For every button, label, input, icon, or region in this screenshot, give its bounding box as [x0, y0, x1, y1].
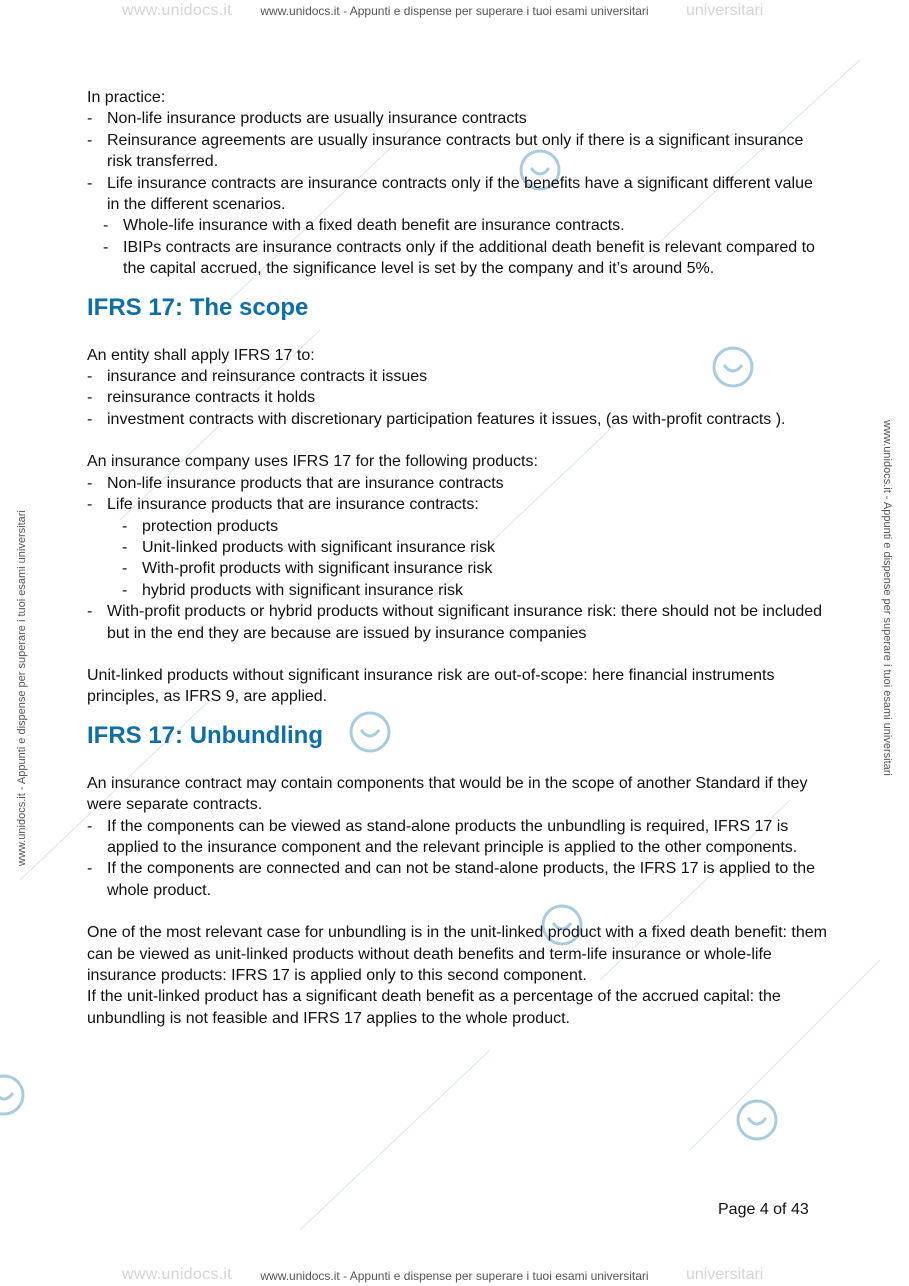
section-heading-unbundling: IFRS 17: Unbundling [87, 721, 323, 749]
intro-sublist [87, 215, 827, 279]
list-item: - insurance and reinsurance contracts it issues [87, 366, 827, 387]
unbundling-paragraph-1: One of the most relevant case for unbundling is in the unit-linked product with a fixed death benefit: them can be viewed as unit-linked products without death benefits and term-life insurance or whole-life insurance products: IFRS 17 is applied only to this second component. [87, 924, 827, 984]
watermark-top: www.unidocs.it - Appunti e dispense per superare i tuoi esami universitari [260, 4, 649, 18]
watermark-side-left: www.unidocs.it - Appunti e dispense per superare i tuoi esami universitari [16, 510, 28, 866]
scope-list-2 [87, 473, 827, 516]
list-item: - Life insurance products that are insurance contracts: [87, 494, 827, 515]
watermark-bottom: www.unidocs.it - Appunti e dispense per superare i tuoi esami universitari [260, 1269, 649, 1283]
watermark-ghost-right-top: universitari [686, 2, 764, 19]
list-item: - Unit-linked products with significant insurance risk [87, 537, 827, 558]
list-item: - investment contracts with discretionary participation features it issues, (as with-profit contracts ). [87, 409, 827, 430]
section-heading-scope: IFRS 17: The scope [87, 293, 309, 321]
list-item: - Whole-life insurance with a fixed death benefit are insurance contracts. [87, 215, 827, 236]
intro-section [87, 87, 827, 280]
list-item: - hybrid products with significant insurance risk [87, 580, 827, 601]
watermark-ghost-left-bottom: www.unidocs.it [122, 1266, 233, 1283]
list-item: - reinsurance contracts it holds [87, 387, 827, 408]
list-item: - IBIPs contracts are insurance contracts only if the additional death benefit is relevant compared to the capital accrued, the significance level is set by the company and it’s around 5%. [87, 237, 827, 280]
unbundling-list [87, 816, 827, 902]
scope-lead-2: An insurance company uses IFRS 17 for the following products: [87, 453, 538, 471]
list-item: - If the components can be viewed as stand-alone products the unbundling is required, IFRS 17 is applied to the insurance component and the relevant principle is applied to the other components. [87, 816, 827, 859]
list-item: - With-profit products with significant insurance risk [87, 558, 827, 579]
list-item: - protection products [87, 516, 827, 537]
watermark-ghost-right-bottom: universitari [686, 1266, 764, 1283]
watermark-ghost-left-top: www.unidocs.it [122, 2, 233, 19]
list-item: - With-profit products or hybrid products without significant insurance risk: there should not be included but in the end they are because are issued by insurance companies [87, 601, 827, 644]
scope-sublist [87, 516, 827, 602]
list-item: - Life insurance contracts are insurance contracts only if the benefits have a significant different value in the different scenarios. [87, 173, 827, 216]
document-body [87, 87, 827, 1029]
list-item: - Non-life insurance products are usually insurance contracts [87, 108, 827, 129]
list-item: - Non-life insurance products that are insurance contracts [87, 473, 827, 494]
watermark-side-right: www.unidocs.it - Appunti e dispense per superare i tuoi esami universitari [881, 420, 893, 776]
intro-list [87, 108, 827, 215]
list-item: - If the components are connected and can not be stand-alone products, the IFRS 17 is applied to the whole product. [87, 858, 827, 901]
scope-list-3 [87, 601, 827, 644]
unbundling-lead: An insurance contract may contain components that would be in the scope of another Standard if they were separate contracts. [87, 774, 808, 814]
list-item: - Reinsurance agreements are usually insurance contracts but only if there is a significant insurance risk transferred. [87, 130, 827, 173]
scope-closing: Unit-linked products without significant insurance risk are out-of-scope: here financial instruments principles, as IFRS 9, are applied. [87, 666, 775, 706]
intro-lead: In practice: [87, 89, 166, 106]
scope-section [87, 294, 827, 708]
page-number: Page 4 of 43 [718, 1201, 809, 1218]
unbundling-section [87, 722, 827, 1029]
scope-lead: An entity shall apply IFRS 17 to: [87, 346, 315, 364]
scope-list [87, 366, 827, 430]
unbundling-paragraph-2: If the unit-linked product has a significant death benefit as a percentage of the accrued capital: the unbundling is not feasible and IFRS 17 applies to the whole product. [87, 988, 781, 1027]
